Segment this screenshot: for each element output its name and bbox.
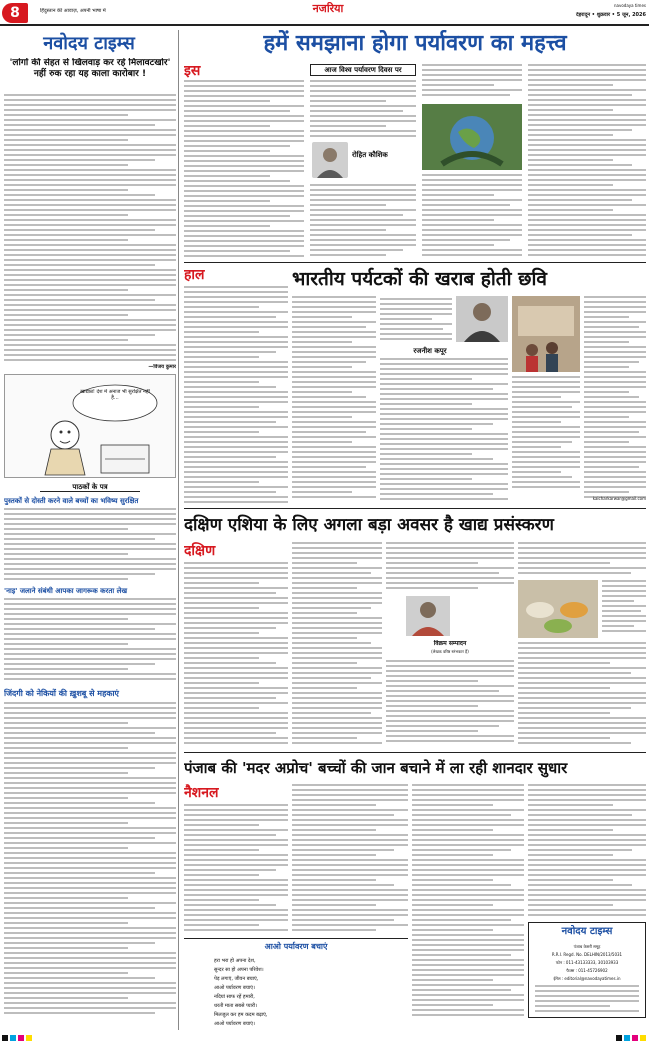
left-brand bbox=[2, 32, 176, 56]
imprint-line-4: फैक्स : 011-45726902 bbox=[566, 968, 608, 973]
poem-title: आओ पर्यावरण बचाएं bbox=[264, 942, 328, 951]
publication-url: navodaya times bbox=[613, 3, 646, 8]
feature-author: रोहित कौशिक bbox=[352, 151, 388, 159]
south-asia-body-col1 bbox=[184, 562, 288, 748]
south-asia-body-col4c bbox=[518, 642, 646, 748]
south-asia-body-col3 bbox=[386, 542, 514, 592]
south-asia-headline: दक्षिण एशिया के लिए अगला बड़ा अवसर है खाद्य प्रसंस्करण bbox=[184, 515, 554, 535]
registration-bar bbox=[0, 1034, 649, 1042]
feature-body-col3 bbox=[422, 64, 522, 102]
punjab-headline: पंजाब की 'मदर अप्रोच' बच्चों की जान बचाने में ला रही शानदार सुधार bbox=[184, 759, 568, 777]
tourism-headline: भारतीय पर्यटकों की खराब होती छवि bbox=[292, 268, 547, 290]
letter-2-title: 'नाइ' जलाने संबंधी आपका जागरूक करता लेख bbox=[4, 587, 128, 595]
poem-line-2: सुन्दर सा हो अपना परिवेश। bbox=[214, 967, 264, 973]
south-asia-body-col4b bbox=[602, 580, 646, 638]
author-photo-kaushik bbox=[312, 142, 348, 178]
letter-1-body bbox=[4, 508, 176, 584]
reg-mark-magenta-2 bbox=[632, 1035, 638, 1041]
reg-mark-yellow bbox=[26, 1035, 32, 1041]
editorial-byline: —विजय कुमार bbox=[148, 364, 176, 370]
tourism-email: kaicharkarwar@gmail.com bbox=[592, 496, 646, 501]
reg-mark-black-2 bbox=[616, 1035, 622, 1041]
south-asia-body-col3b bbox=[386, 660, 514, 748]
author-photo-vikram bbox=[406, 596, 450, 636]
letter-3-body bbox=[4, 702, 176, 1020]
section-name: नजरिया bbox=[312, 2, 344, 15]
divider-2 bbox=[184, 508, 646, 509]
feature-headline: हमें समझाना होगा पर्यावरण का महत्त्व bbox=[263, 31, 567, 56]
divider-3 bbox=[184, 752, 646, 753]
divider-1 bbox=[184, 262, 646, 263]
page-masthead bbox=[0, 0, 649, 26]
tourism-body-col3 bbox=[380, 298, 452, 344]
reg-mark-magenta bbox=[18, 1035, 24, 1041]
tourism-author: रजनीश कपूर bbox=[413, 347, 447, 355]
letter-2-body bbox=[4, 598, 176, 684]
poem-line-1: हरा भरा हो अपना देश, bbox=[214, 958, 256, 964]
cartoon bbox=[4, 374, 176, 478]
imprint-line-2: R.R.I. Regd. No. DELHIN/2013/5031 bbox=[551, 952, 623, 957]
page-number-badge bbox=[2, 3, 28, 23]
tourism-dropcap: हाल bbox=[184, 267, 205, 283]
south-asia-author: विक्रम सम्पादन bbox=[433, 640, 467, 647]
dateline: देहरादून • शुक्रवार • 5 जून, 2026 bbox=[575, 12, 646, 18]
feature-body-col4 bbox=[528, 64, 646, 260]
editorial-title: 'लोगों की सेहत से खिलवाड़ कर रहे मिलावटखोर' नहीं रुक रहा यह काला कारोबार ! bbox=[9, 58, 171, 79]
tourism-body-col1 bbox=[184, 286, 288, 504]
punjab-body-col2 bbox=[292, 784, 408, 934]
imprint-box bbox=[528, 922, 646, 1018]
masthead-tagline: हिंदुस्तान की आवाज़, अपनी भाषा में bbox=[40, 8, 106, 14]
south-asia-body-col2 bbox=[292, 542, 382, 748]
punjab-body-col1 bbox=[184, 804, 288, 934]
feature-body-col2b bbox=[310, 184, 416, 260]
letters-header: पाठकों के पत्र bbox=[40, 482, 140, 492]
poem-line-5: नदियां साफ रहें हमारी, bbox=[214, 994, 255, 1000]
poem-line-4: आओ पर्यावरण बचाएं। bbox=[214, 985, 255, 991]
south-asia-dropcap: दक्षिण bbox=[184, 543, 216, 559]
letter-1-title: पुस्तकों से दोस्ती करने वाले बच्चों का भविष्य सुरक्षित bbox=[4, 497, 139, 505]
punjab-body-col4 bbox=[528, 784, 646, 918]
feature-body-col1 bbox=[184, 80, 304, 260]
tourism-body-col4b bbox=[512, 376, 580, 494]
reg-mark-yellow-2 bbox=[640, 1035, 646, 1041]
cartoon-caption: खाद्यान्न! देश में अनाज भी सुरक्षित नहीं है... bbox=[80, 389, 150, 401]
editorial-body bbox=[4, 94, 176, 362]
feature-photo-globe bbox=[422, 104, 522, 170]
author-photo-kapoor bbox=[456, 296, 508, 342]
imprint-line-1: पंजाब केसरी समूह bbox=[573, 944, 601, 949]
feature-dropcap: इस bbox=[184, 63, 201, 79]
tourism-photo bbox=[512, 296, 580, 372]
south-asia-photo bbox=[518, 580, 598, 638]
imprint-fineprint bbox=[535, 985, 639, 1015]
reg-mark-cyan bbox=[10, 1035, 16, 1041]
letter-3-title: जिंदगी को नेकियों की ख़ुशबू से महकाएं bbox=[4, 689, 119, 698]
column-divider-left bbox=[178, 30, 179, 1030]
imprint-brand: नवोदय टाइम्स bbox=[561, 926, 613, 937]
poem-line-3: पेड़ लगाएं, जीवन बचाएं, bbox=[214, 976, 259, 982]
section-title bbox=[288, 2, 368, 24]
tourism-body-col2 bbox=[292, 296, 376, 504]
feature-body-col2 bbox=[310, 80, 416, 140]
south-asia-body-col4 bbox=[518, 542, 646, 578]
poem-line-8: आओ पर्यावरण बचाएं। bbox=[214, 1021, 255, 1027]
punjab-body-col3 bbox=[412, 784, 524, 1020]
imprint-line-3: फोन : 011-43133333, 30103933 bbox=[555, 960, 619, 965]
poem-box bbox=[184, 938, 408, 1036]
reg-mark-cyan-2 bbox=[624, 1035, 630, 1041]
page-number: 8 bbox=[10, 5, 20, 21]
tourism-body-col3b bbox=[380, 358, 508, 504]
reg-mark-black bbox=[2, 1035, 8, 1041]
south-asia-author-role: (लेखक वरिष्ठ स्तंभकार हैं) bbox=[431, 649, 469, 654]
imprint-line-5: ईमेल : editorial@navodayatimes.in bbox=[553, 976, 621, 981]
feature-kicker: आज विश्व पर्यावरण दिवस पर bbox=[310, 64, 416, 76]
punjab-dropcap: नैशनल bbox=[184, 785, 219, 801]
tourism-body-col4 bbox=[584, 296, 646, 504]
feature-body-col3b bbox=[422, 174, 522, 260]
poem-line-7: मिलजुल कर हम कदम बढ़ाएं, bbox=[214, 1012, 268, 1018]
poem-line-6: धरती माता सबसे प्यारी। bbox=[214, 1003, 258, 1009]
brand-name: नवोदय टाइम्स bbox=[43, 33, 135, 54]
